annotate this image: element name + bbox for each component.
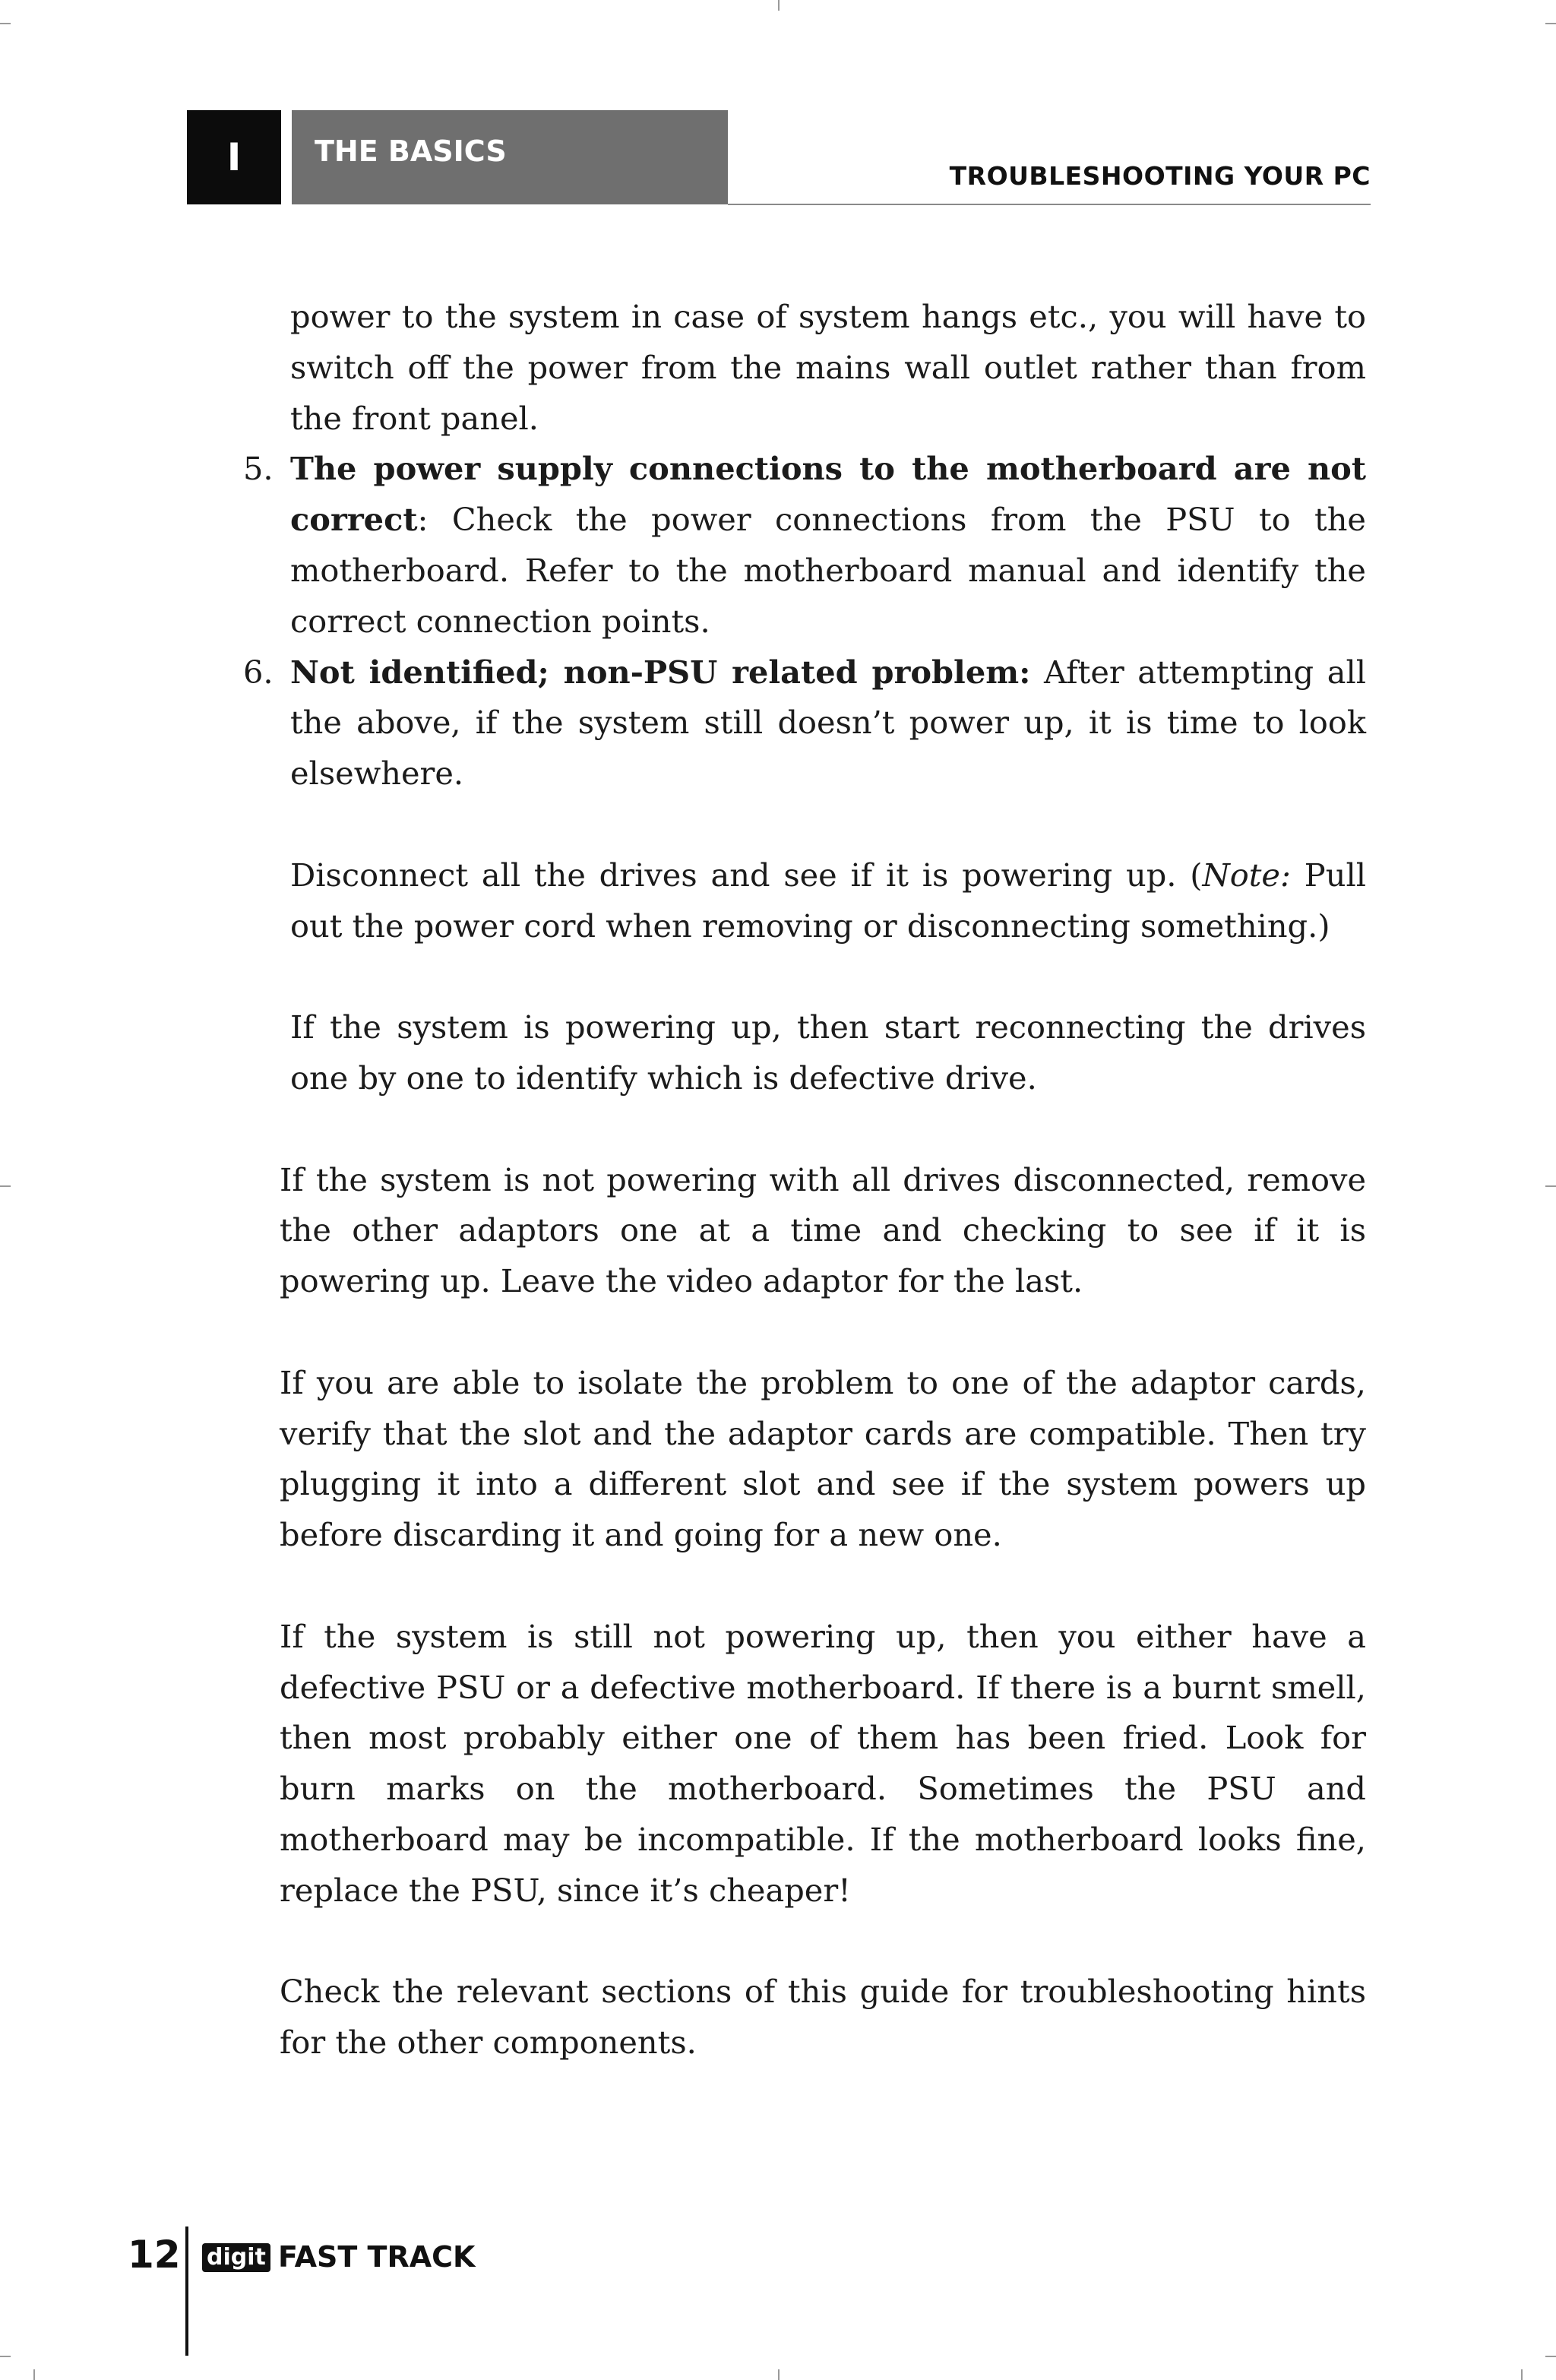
crop-mark	[778, 0, 780, 11]
reconnect-paragraph: If the system is powering up, then start reconnecting the drives one by one to identify which is defective drive.	[290, 1008, 1366, 1097]
chapter-number: I	[187, 110, 281, 204]
list-heading: The power supply connections to the motherboard are not correct	[290, 450, 1366, 539]
list-heading: Not identified; non-PSU related problem:	[290, 653, 1031, 691]
crop-mark	[0, 1185, 11, 1187]
list-text: : Check the power connections from the PSU to the motherboard. Refer to the motherboard manual and identify the correct connection points.	[290, 501, 1366, 640]
list-number: 5.	[243, 450, 274, 488]
crop-mark	[1545, 2356, 1556, 2357]
crop-mark	[0, 23, 11, 24]
still-not-paragraph: If the system is still not powering up, then you either have a defective PSU or a defective motherboard. If there is a burnt smell, then most probably either one of them has been fried. Look for burn marks on the motherboard. Sometimes the PSU and motherboard may be incompatible. If the motherboard looks fine, replace the PSU, since it’s cheaper!	[280, 1617, 1366, 1909]
list-item	[243, 647, 1366, 799]
disconnect-text: Disconnect all the drives and see if it is powering up. (	[290, 856, 1203, 894]
crop-mark	[1545, 23, 1556, 24]
not-powering-paragraph: If the system is not powering with all drives disconnected, remove the other adaptors one at a time and checking to see if it is powering up. Leave the video adaptor for the last.	[280, 1160, 1366, 1300]
disconnect-paragraph	[290, 850, 1366, 952]
crop-mark	[1521, 2369, 1523, 2380]
footer-rule	[185, 2227, 188, 2356]
crop-mark	[0, 2356, 11, 2357]
series-title: FAST TRACK	[278, 2240, 476, 2274]
header-rule	[728, 204, 1371, 205]
crop-mark	[778, 2369, 780, 2380]
chapter-title: THE BASICS	[292, 110, 728, 204]
check-paragraph: Check the relevant sections of this guide for troubleshooting hints for the other components.	[280, 1973, 1366, 2062]
page-number: 12	[128, 2233, 181, 2277]
isolate-paragraph: If you are able to isolate the problem to one of the adaptor cards, verify that the slot and the adaptor cards are compatible. Then try plugging it into a different slot and see if the system powers up before discarding it and going for a new one.	[280, 1363, 1366, 1554]
list-text: After attempting all the above, if the system still doesn’t power up, it is time to look elsewhere.	[290, 653, 1366, 793]
list-number: 6.	[243, 653, 274, 691]
running-title: TROUBLESHOOTING YOUR PC	[949, 161, 1371, 191]
digit-logo: digit	[202, 2243, 270, 2272]
list-item	[243, 444, 1366, 647]
note-label: Note:	[1202, 856, 1291, 894]
page-body	[182, 292, 1383, 2068]
intro-paragraph: power to the system in case of system hangs etc., you will have to switch off the power from the mains wall outlet rather than from the front panel.	[290, 298, 1366, 437]
crop-mark	[33, 2369, 35, 2380]
disconnect-note-text: Pull out the power cord when removing or disconnecting something.)	[290, 856, 1366, 945]
crop-mark	[1545, 1185, 1556, 1187]
